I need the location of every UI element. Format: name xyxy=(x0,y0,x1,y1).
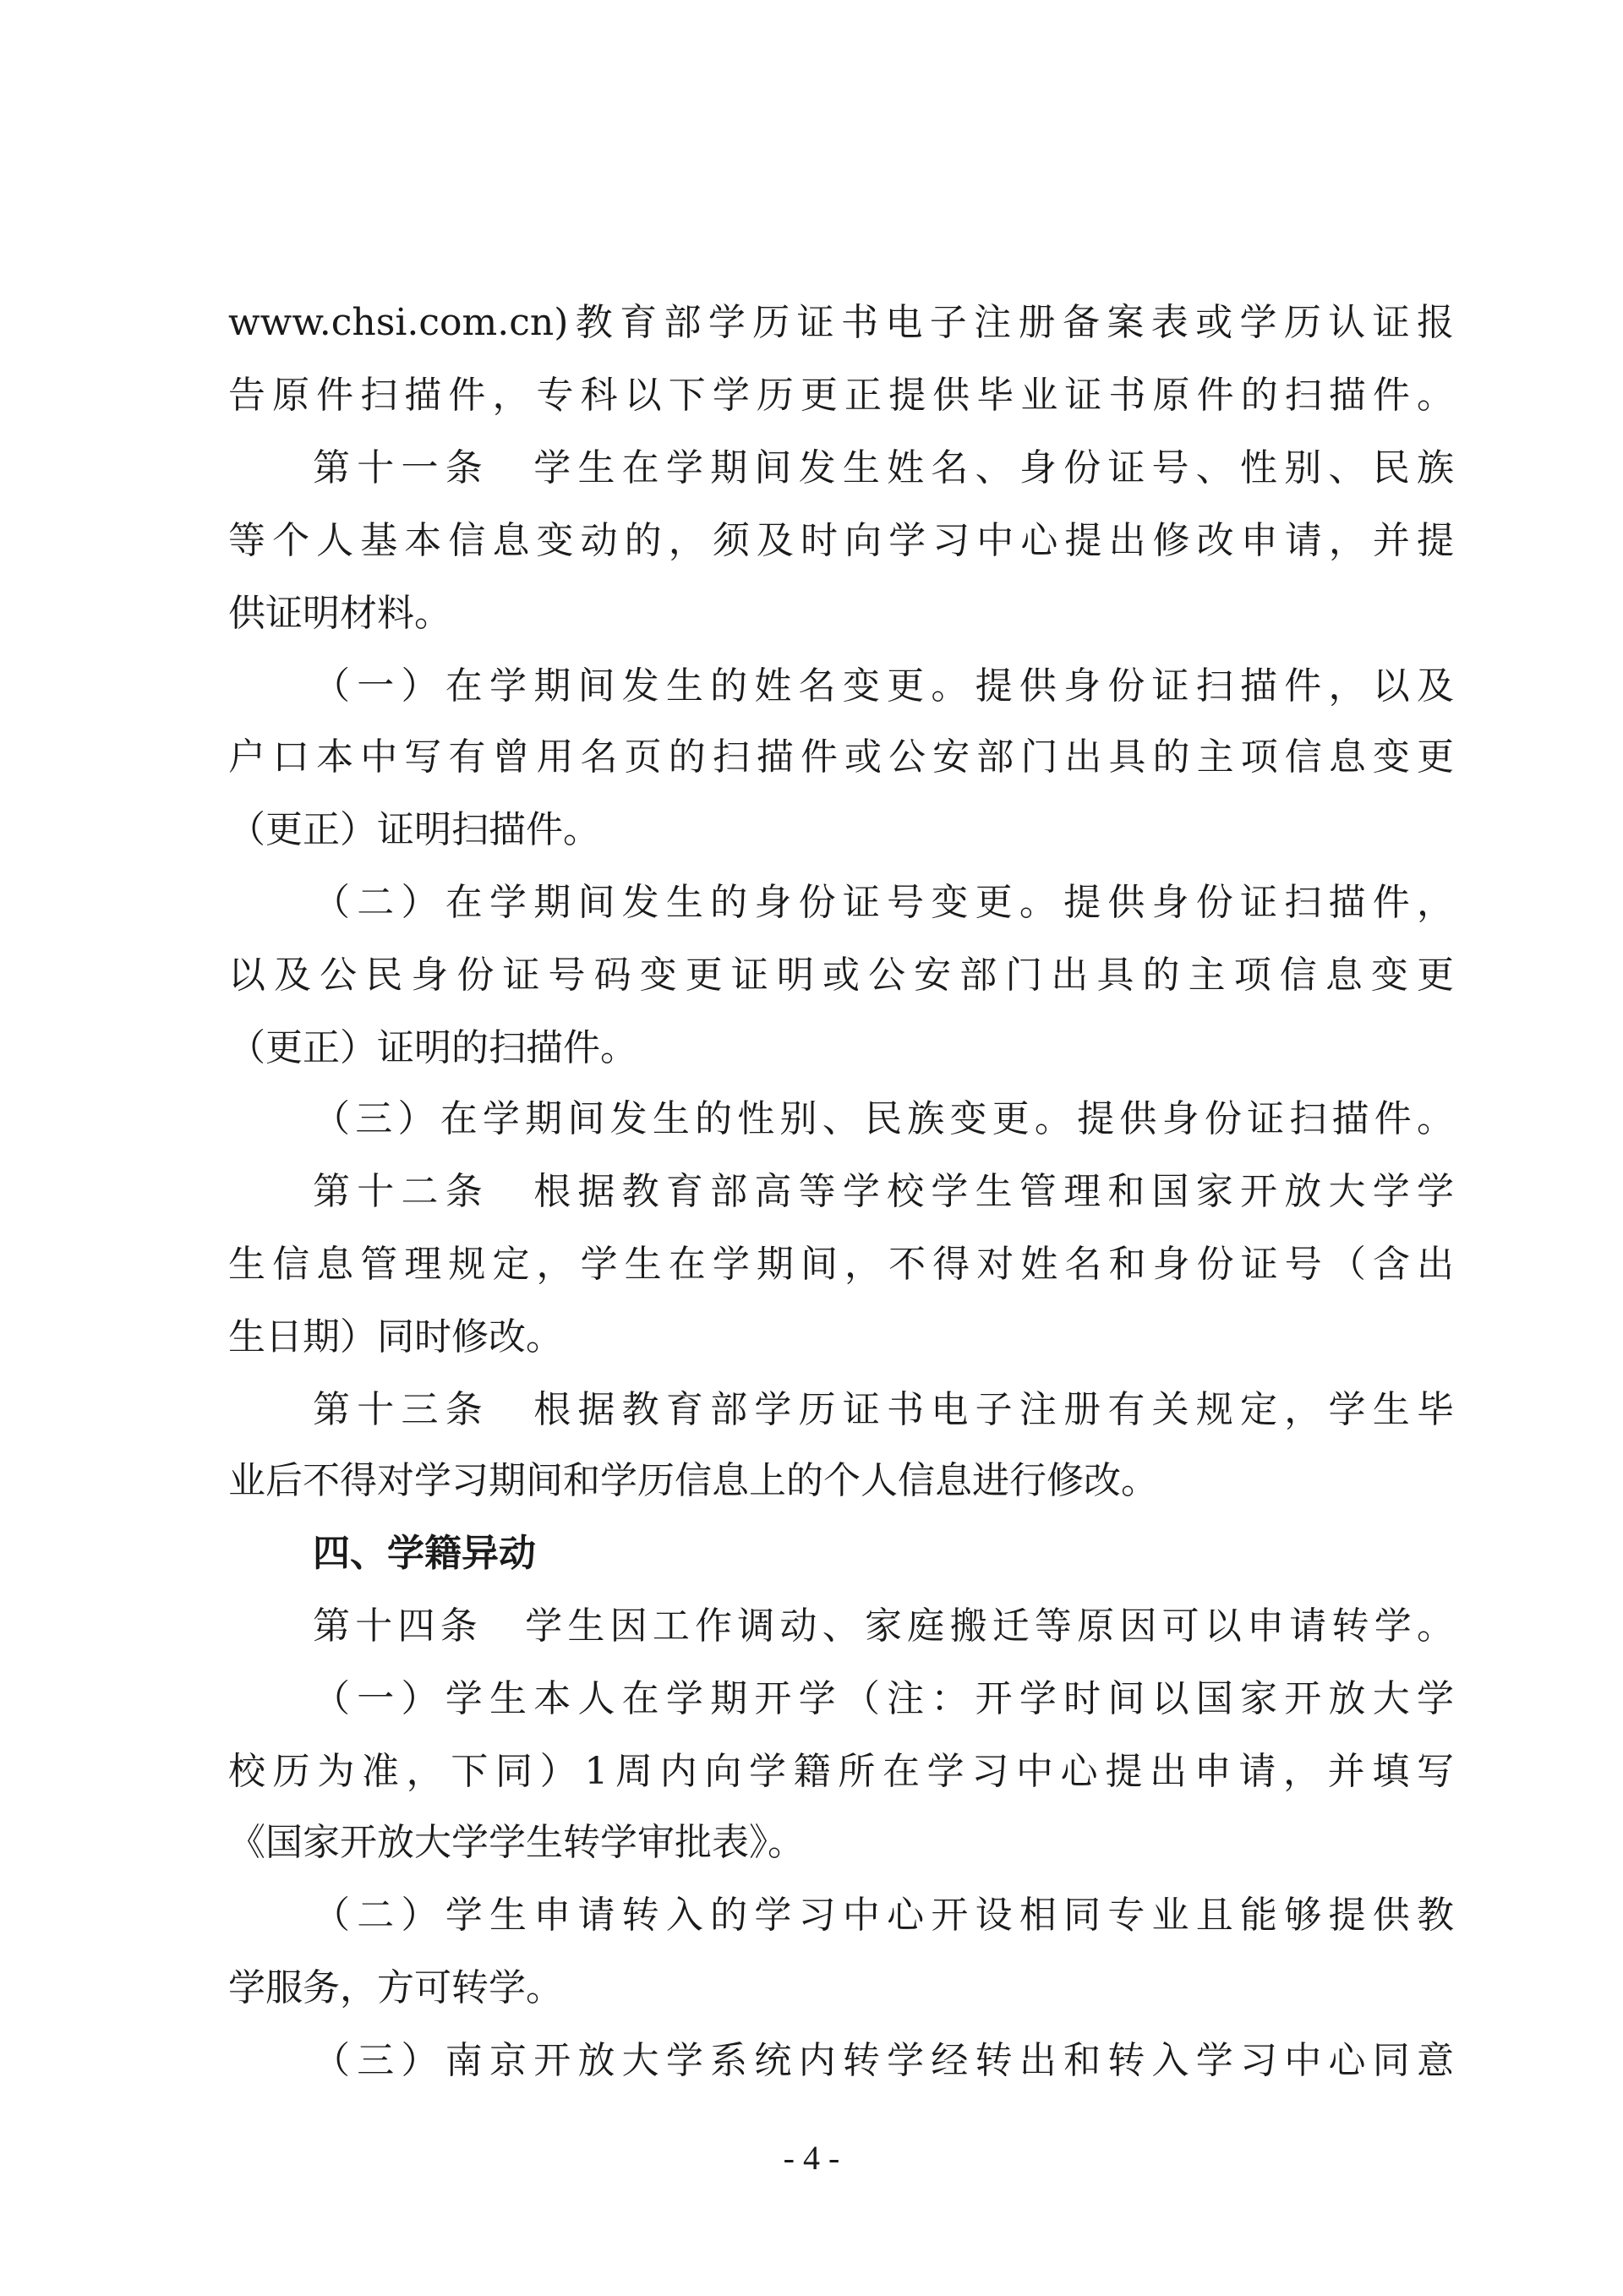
text-line: 等个人基本信息变动的，须及时向学习中心提出修改申请，并提 xyxy=(228,519,1454,562)
text-line: 户口本中写有曾用名页的扫描件或公安部门出具的主项信息变更 xyxy=(228,735,1454,779)
text-line: 生信息管理规定，学生在学期间，不得对姓名和身份证号（含出 xyxy=(228,1243,1454,1286)
text-line: 校历为准，下同）1周内向学籍所在学习中心提出申请，并填写 xyxy=(228,1750,1454,1793)
text-line: 生日期）同时修改。 xyxy=(228,1315,563,1358)
text-line: 供证明材料。 xyxy=(228,592,451,635)
article-12-heading-line: 第十二条 根据教育部高等学校学生管理和国家开放大学学 xyxy=(313,1170,1454,1213)
text-line: （更正）证明的扫描件。 xyxy=(228,1026,637,1069)
item-2-line: （二）在学期间发生的身份证号变更。提供身份证扫描件， xyxy=(313,881,1454,924)
text-line: 告原件扫描件，专科以下学历更正提供毕业证书原件的扫描件。 xyxy=(228,374,1454,417)
text-line: www.chsi.com.cn)教育部学历证书电子注册备案表或学历认证报 xyxy=(228,301,1454,344)
text-line: 业后不得对学习期间和学历信息上的个人信息进行修改。 xyxy=(228,1459,1158,1502)
text-line: 《国家开放大学学生转学审批表》。 xyxy=(228,1821,805,1864)
page-number: - 4 - xyxy=(783,2139,840,2177)
item-1-line: （一）在学期间发生的姓名变更。提供身份证扫描件，以及 xyxy=(313,664,1454,708)
item-3-line: （三）在学期间发生的性别、民族变更。提供身份证扫描件。 xyxy=(313,1097,1454,1140)
article-11-heading-line: 第十一条 学生在学期间发生姓名、身份证号、性别、民族 xyxy=(313,446,1454,489)
text-line: （更正）证明扫描件。 xyxy=(228,808,600,851)
section-heading: 四、学籍异动 xyxy=(313,1532,536,1575)
item-3-line: （三）南京开放大学系统内转学经转出和转入学习中心同意 xyxy=(313,2039,1454,2082)
item-1-line: （一）学生本人在学期开学（注：开学时间以国家开放大学 xyxy=(313,1677,1454,1720)
text-line: 学服务，方可转学。 xyxy=(228,1966,563,2009)
item-2-line: （二）学生申请转入的学习中心开设相同专业且能够提供教 xyxy=(313,1894,1454,1937)
text-line: 以及公民身份证号码变更证明或公安部门出具的主项信息变更 xyxy=(228,954,1454,997)
article-13-heading-line: 第十三条 根据教育部学历证书电子注册有关规定，学生毕 xyxy=(313,1388,1454,1431)
article-14-heading-line: 第十四条 学生因工作调动、家庭搬迁等原因可以申请转学。 xyxy=(313,1604,1454,1648)
